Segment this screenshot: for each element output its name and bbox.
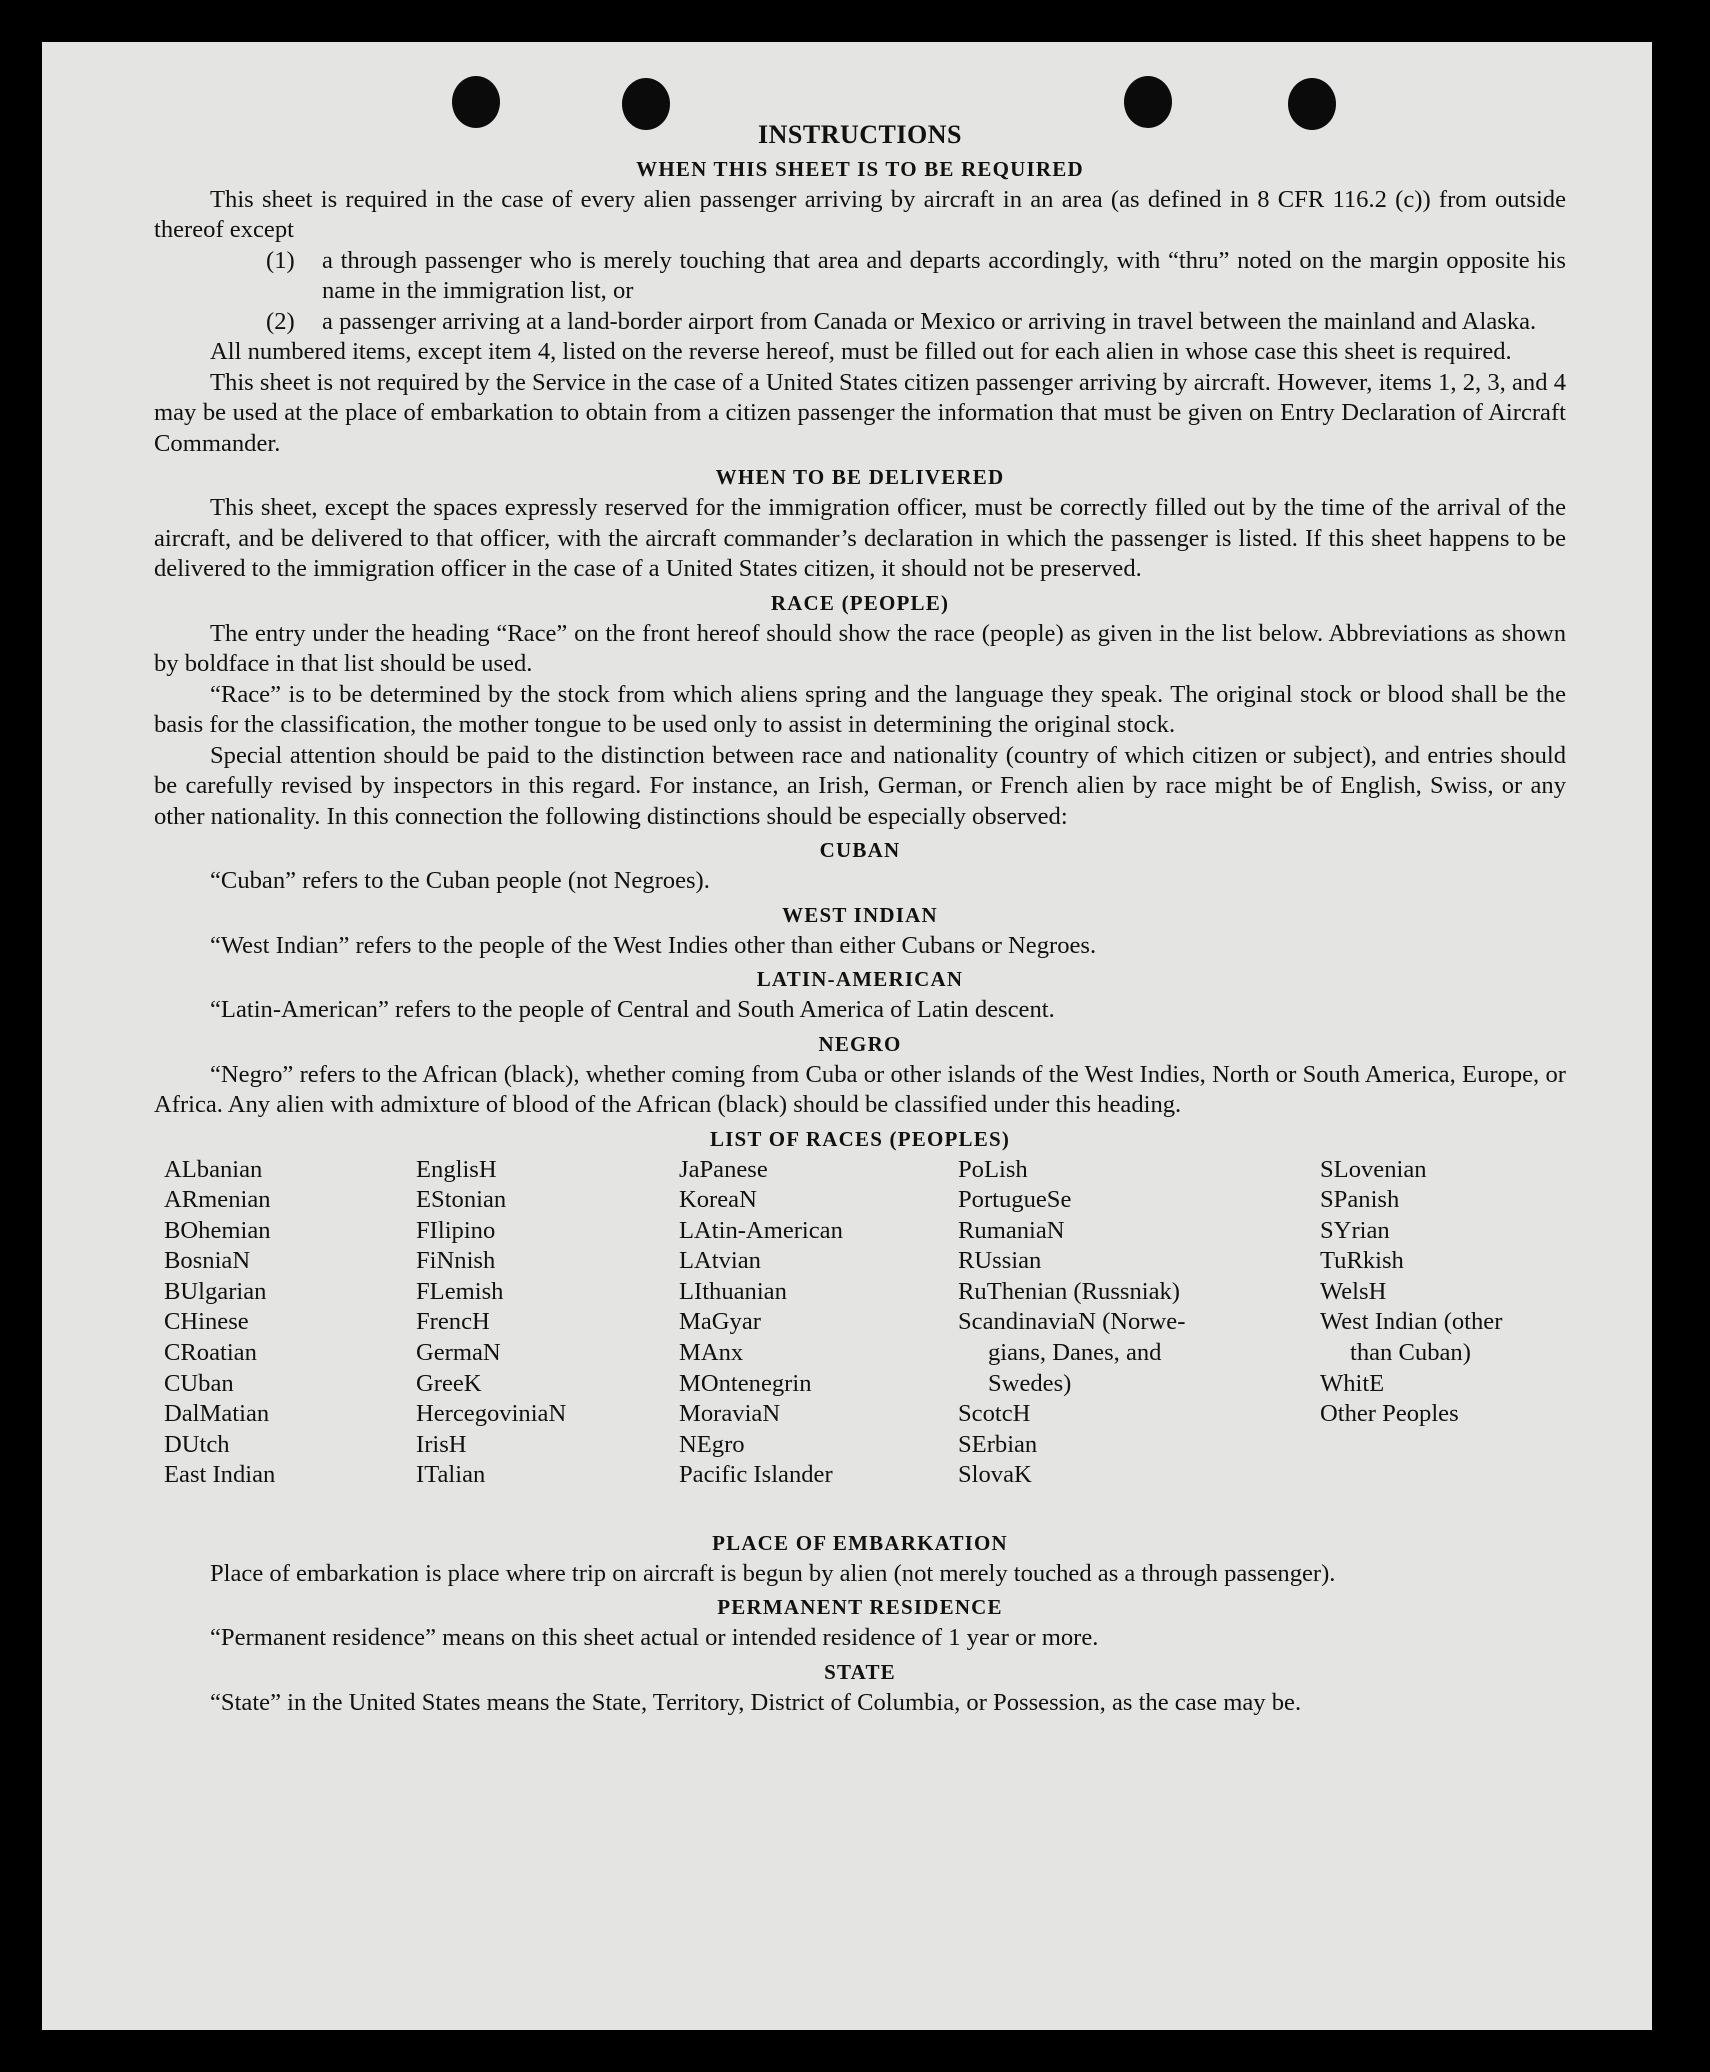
document-page <box>42 42 1652 2030</box>
race-entry: FiNnish <box>416 1247 496 1275</box>
race-entry: FIlipino <box>416 1216 496 1244</box>
required-para-2: All numbered items, except item 4, listed on the reverse hereof, must be filled out for each alien in whose case this sheet is required. <box>210 338 1512 365</box>
races-column-4 <box>958 1155 1185 1492</box>
races-column-2 <box>416 1155 566 1492</box>
race-entry: SYrian <box>1320 1216 1390 1244</box>
item-number: (1) <box>266 246 295 274</box>
race-entry: LIthuanian <box>679 1277 787 1305</box>
list-item <box>266 307 1566 338</box>
race-entry: NEgro <box>679 1430 745 1458</box>
race-entry: DUtch <box>164 1430 230 1458</box>
race-para-1: The entry under the heading “Race” on the front hereof should show the race (people) as given in the list below. Abbreviations as shown by boldface in that list should be used. <box>154 619 1566 677</box>
race-entry: ScandinaviaN (Norwe- <box>958 1308 1186 1336</box>
race-entry: BUlgarian <box>164 1277 267 1305</box>
list-item <box>266 246 1566 307</box>
race-entry: SErbian <box>958 1430 1038 1458</box>
race-entry: than Cuban) <box>1350 1339 1471 1367</box>
item-text: a through passenger who is merely touching that area and departs accordingly, with “thru” noted on the margin opposite his name in the immigration list, or <box>322 246 1566 304</box>
race-entry: EStonian <box>416 1186 507 1214</box>
race-entry: RUssian <box>958 1247 1042 1275</box>
negro-text: “Negro” refers to the African (black), whether coming from Cuba or other islands of the West Indies, North or South America, Europe, or Africa. Any alien with admixture of blood of the African (black) should be classified under this heading. <box>154 1060 1566 1118</box>
race-entry: PortugueSe <box>958 1186 1072 1214</box>
race-entry: FLemish <box>416 1277 504 1305</box>
section-heading-embarkation: PLACE OF EMBARKATION <box>712 1530 1008 1555</box>
race-entry: GermaN <box>416 1339 501 1367</box>
section-heading-negro: NEGRO <box>818 1031 902 1056</box>
race-entry: LAtin-American <box>679 1216 843 1244</box>
latin-american-text: “Latin-American” refers to the people of Central and South America of Latin descent. <box>210 996 1055 1023</box>
race-entry: FrencH <box>416 1308 490 1336</box>
section-heading-delivered: WHEN TO BE DELIVERED <box>715 465 1005 489</box>
section-heading-required: WHEN THIS SHEET IS TO BE REQUIRED <box>636 156 1084 181</box>
race-entry: CRoatian <box>164 1339 257 1367</box>
required-intro: This sheet is required in the case of every alien passenger arriving by aircraft in an area (as defined in 8 CFR 116.2 (c)) from outside thereof except <box>154 185 1566 243</box>
residence-text: “Permanent residence” means on this sheet actual or intended residence of 1 year or more. <box>210 1624 1099 1651</box>
race-entry: SlovaK <box>958 1461 1032 1489</box>
race-entry: Other Peoples <box>1320 1400 1459 1428</box>
state-text: “State” in the United States means the State, Territory, District of Columbia, or Possession, as the case may be. <box>210 1688 1302 1716</box>
section-heading-west-indian: WEST INDIAN <box>782 902 938 927</box>
item-number: (2) <box>266 307 295 335</box>
required-para-3: This sheet is not required by the Service in the case of a United States citizen passenger arriving by aircraft. However, items 1, 2, 3, and 4 may be used at the place of embarkation to obtain from a citizen passenger the information that must be given on Entry Declaration of Aircraft Commander. <box>154 368 1566 457</box>
cuban-text: “Cuban” refers to the Cuban people (not Negroes). <box>210 867 710 894</box>
race-entry: RumaniaN <box>958 1216 1065 1244</box>
race-entry: BosniaN <box>164 1247 251 1275</box>
race-entry: DalMatian <box>164 1400 270 1428</box>
section-heading-residence: PERMANENT RESIDENCE <box>717 1595 1003 1619</box>
instructions-content <box>154 112 1566 1718</box>
race-entry: CUban <box>164 1369 234 1397</box>
race-entry: IrisH <box>416 1430 467 1458</box>
race-entry: gians, Danes, and <box>988 1339 1162 1367</box>
embarkation-text: Place of embarkation is place where trip on aircraft is begun by alien (not merely touched as a through passenger). <box>210 1559 1336 1587</box>
race-entry: BOhemian <box>164 1216 271 1244</box>
races-column-3 <box>679 1155 843 1492</box>
race-entry: SLovenian <box>1320 1155 1427 1183</box>
race-entry: HercegoviniaN <box>416 1400 567 1428</box>
section-heading-list-of-races: LIST OF RACES (PEOPLES) <box>709 1126 1011 1151</box>
section-heading-race: RACE (PEOPLE) <box>770 590 950 615</box>
races-column-1 <box>164 1155 275 1492</box>
race-entry: EnglisH <box>416 1155 497 1183</box>
race-entry: ARmenian <box>164 1186 271 1214</box>
race-entry: West Indian (other <box>1320 1308 1503 1336</box>
races-column-5 <box>1320 1155 1502 1430</box>
race-entry: Pacific Islander <box>679 1461 833 1489</box>
race-entry: ScotcH <box>958 1400 1031 1428</box>
section-heading-latin-american: LATIN-AMERICAN <box>756 967 964 991</box>
section-heading-cuban: CUBAN <box>819 838 901 862</box>
race-entry: GreeK <box>416 1369 482 1397</box>
race-entry: RuThenian (Russniak) <box>958 1277 1180 1305</box>
race-entry: CHinese <box>164 1308 249 1336</box>
race-entry: JaPanese <box>679 1155 768 1183</box>
race-entry: LAtvian <box>679 1247 761 1275</box>
race-entry: ITalian <box>416 1461 486 1489</box>
race-entry: WelsH <box>1320 1277 1387 1305</box>
west-indian-text: “West Indian” refers to the people of the West Indies other than either Cubans or Negroes. <box>210 931 1097 959</box>
item-text: a passenger arriving at a land-border airport from Canada or Mexico or arriving in travel between the mainland and Alaska. <box>322 307 1537 335</box>
race-entry: WhitE <box>1320 1369 1385 1397</box>
races-list <box>154 1155 1566 1525</box>
race-entry: PoLish <box>958 1155 1028 1183</box>
race-entry: MOntenegrin <box>679 1369 812 1397</box>
race-entry: KoreaN <box>679 1186 757 1214</box>
delivered-text: This sheet, except the spaces expressly reserved for the immigration officer, must be correctly filled out by the time of the arrival of the aircraft, and be delivered to that officer, with the aircraft commander’s declaration in which the passenger is listed. If this sheet happens to be delivered to the immigration officer in the case of a United States citizen, it should not be preserved. <box>154 494 1566 582</box>
race-entry: Swedes) <box>988 1369 1072 1397</box>
race-entry: SPanish <box>1320 1186 1400 1214</box>
section-heading-state: STATE <box>824 1659 896 1684</box>
race-para-2: “Race” is to be determined by the stock from which aliens spring and the language they speak. The original stock or blood shall be the basis for the classification, the mother tongue to be used only to assist in determining the original stock. <box>154 680 1566 738</box>
race-entry: East Indian <box>164 1461 276 1489</box>
race-entry: MAnx <box>679 1339 744 1367</box>
race-para-3: Special attention should be paid to the distinction between race and nationality (country of which citizen or subject), and entries should be carefully revised by inspectors in this regard. For instance, an Irish, German, or French alien by race might be of English, Swiss, or any other nationality. In this connection the following distinctions should be especially observed: <box>154 741 1566 830</box>
race-entry: TuRkish <box>1320 1247 1404 1275</box>
race-entry: MaGyar <box>679 1308 761 1336</box>
race-entry: MoraviaN <box>679 1400 781 1428</box>
page-title: INSTRUCTIONS <box>758 120 962 149</box>
race-entry: ALbanian <box>164 1155 263 1183</box>
